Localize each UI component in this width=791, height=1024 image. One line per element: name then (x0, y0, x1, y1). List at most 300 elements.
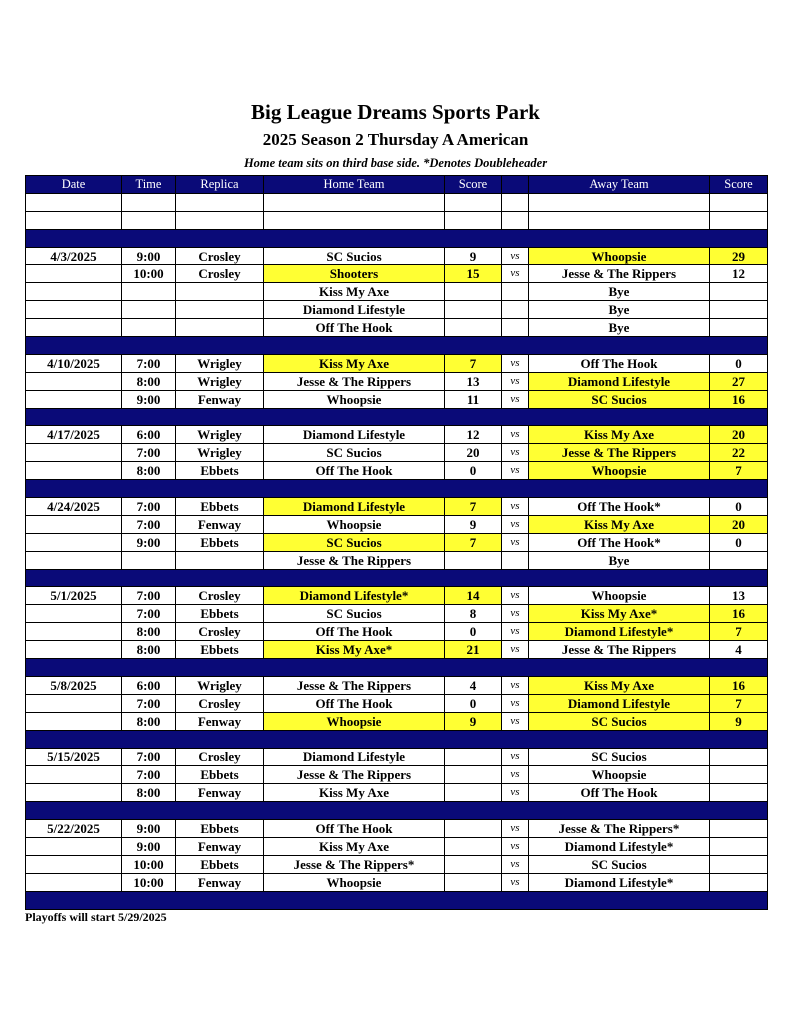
game-row (26, 623, 768, 641)
vs-cell: vs (502, 694, 529, 712)
away-score-cell (710, 820, 768, 838)
time-cell: 7:00 (122, 444, 176, 462)
away-score-cell (710, 873, 768, 891)
time-cell: 8:00 (122, 784, 176, 802)
vs-cell: vs (502, 623, 529, 641)
time-cell: 7:00 (122, 354, 176, 372)
replica-cell: Ebbets (176, 533, 264, 551)
home-team-cell: Off The Hook (264, 623, 445, 641)
game-row (26, 426, 768, 444)
replica-cell: Wrigley (176, 444, 264, 462)
home-score-cell (445, 319, 502, 337)
separator-bar (26, 229, 768, 247)
vs-cell (502, 301, 529, 319)
time-cell: 7:00 (122, 587, 176, 605)
away-score-cell: 0 (710, 533, 768, 551)
away-score-cell: 20 (710, 515, 768, 533)
home-team-cell: Diamond Lifestyle (264, 498, 445, 516)
vs-cell: vs (502, 766, 529, 784)
home-score-cell: 12 (445, 426, 502, 444)
date-cell (26, 605, 122, 623)
empty-cell (122, 193, 176, 211)
empty-cell (264, 193, 445, 211)
blank-row (26, 211, 768, 229)
home-team-cell: SC Sucios (264, 605, 445, 623)
home-score-cell: 9 (445, 712, 502, 730)
home-score-cell: 9 (445, 515, 502, 533)
away-team-cell: Kiss My Axe (529, 426, 710, 444)
vs-cell: vs (502, 784, 529, 802)
replica-cell: Crosley (176, 623, 264, 641)
home-score-cell (445, 873, 502, 891)
home-score-cell: 8 (445, 605, 502, 623)
empty-cell (445, 211, 502, 229)
empty-cell (122, 211, 176, 229)
away-score-cell: 12 (710, 265, 768, 283)
date-cell: 4/17/2025 (26, 426, 122, 444)
home-score-cell: 21 (445, 641, 502, 659)
home-score-cell (445, 766, 502, 784)
date-cell: 5/15/2025 (26, 748, 122, 766)
home-team-cell: Kiss My Axe* (264, 641, 445, 659)
replica-cell: Ebbets (176, 766, 264, 784)
time-cell: 8:00 (122, 623, 176, 641)
away-team-cell: SC Sucios (529, 855, 710, 873)
game-row (26, 605, 768, 623)
home-score-cell (445, 855, 502, 873)
game-row (26, 587, 768, 605)
home-team-cell: Off The Hook (264, 462, 445, 480)
blank-row (26, 193, 768, 211)
time-cell (122, 319, 176, 337)
away-team-cell: Whoopsie (529, 766, 710, 784)
game-row (26, 390, 768, 408)
away-score-cell (710, 855, 768, 873)
home-score-cell (445, 748, 502, 766)
away-team-cell: Whoopsie (529, 587, 710, 605)
date-cell (26, 515, 122, 533)
replica-cell (176, 319, 264, 337)
time-cell: 6:00 (122, 676, 176, 694)
game-row (26, 462, 768, 480)
home-team-cell: Jesse & The Rippers (264, 766, 445, 784)
time-cell (122, 551, 176, 569)
away-team-cell: Kiss My Axe (529, 515, 710, 533)
separator-row (26, 891, 768, 909)
empty-cell (176, 193, 264, 211)
empty-cell (176, 211, 264, 229)
date-cell (26, 551, 122, 569)
column-header-home-team: Home Team (264, 176, 445, 194)
vs-cell: vs (502, 855, 529, 873)
separator-bar (26, 480, 768, 498)
game-row (26, 641, 768, 659)
away-score-cell (710, 283, 768, 301)
time-cell: 9:00 (122, 390, 176, 408)
date-cell (26, 873, 122, 891)
home-team-cell: Diamond Lifestyle (264, 748, 445, 766)
replica-cell: Wrigley (176, 676, 264, 694)
away-score-cell (710, 301, 768, 319)
date-cell (26, 265, 122, 283)
game-row (26, 820, 768, 838)
date-cell (26, 283, 122, 301)
vs-cell: vs (502, 390, 529, 408)
vs-cell (502, 283, 529, 301)
vs-cell: vs (502, 354, 529, 372)
date-cell (26, 390, 122, 408)
away-team-cell: Bye (529, 283, 710, 301)
date-cell (26, 766, 122, 784)
time-cell: 10:00 (122, 265, 176, 283)
game-row (26, 283, 768, 301)
away-team-cell: Diamond Lifestyle* (529, 837, 710, 855)
home-team-cell: Whoopsie (264, 873, 445, 891)
game-row (26, 784, 768, 802)
vs-cell: vs (502, 605, 529, 623)
game-row (26, 498, 768, 516)
time-cell: 9:00 (122, 837, 176, 855)
game-row (26, 712, 768, 730)
home-score-cell: 15 (445, 265, 502, 283)
replica-cell: Ebbets (176, 641, 264, 659)
away-score-cell (710, 551, 768, 569)
separator-bar (26, 569, 768, 587)
away-team-cell: Whoopsie (529, 462, 710, 480)
vs-cell: vs (502, 426, 529, 444)
vs-cell: vs (502, 837, 529, 855)
date-cell: 4/10/2025 (26, 354, 122, 372)
game-row (26, 837, 768, 855)
time-cell: 6:00 (122, 426, 176, 444)
date-cell (26, 533, 122, 551)
home-team-cell: Jesse & The Rippers (264, 676, 445, 694)
away-team-cell: Bye (529, 301, 710, 319)
date-cell (26, 444, 122, 462)
separator-row (26, 569, 768, 587)
time-cell: 9:00 (122, 820, 176, 838)
vs-cell: vs (502, 748, 529, 766)
away-team-cell: SC Sucios (529, 712, 710, 730)
replica-cell: Wrigley (176, 372, 264, 390)
time-cell: 10:00 (122, 855, 176, 873)
home-score-cell: 0 (445, 462, 502, 480)
separator-row (26, 337, 768, 355)
replica-cell: Crosley (176, 748, 264, 766)
replica-cell: Fenway (176, 837, 264, 855)
season-subtitle: 2025 Season 2 Thursday A American (262, 130, 529, 149)
away-team-cell: Off The Hook* (529, 533, 710, 551)
away-score-cell (710, 784, 768, 802)
game-row (26, 515, 768, 533)
home-score-cell: 0 (445, 694, 502, 712)
replica-cell: Ebbets (176, 855, 264, 873)
away-team-cell: Diamond Lifestyle* (529, 623, 710, 641)
replica-cell: Crosley (176, 265, 264, 283)
time-cell: 9:00 (122, 247, 176, 265)
date-cell: 5/22/2025 (26, 820, 122, 838)
vs-cell: vs (502, 247, 529, 265)
separator-bar (26, 891, 768, 909)
home-team-cell: Diamond Lifestyle (264, 301, 445, 319)
game-row (26, 676, 768, 694)
game-row (26, 873, 768, 891)
home-score-cell: 11 (445, 390, 502, 408)
vs-cell: vs (502, 372, 529, 390)
game-row (26, 319, 768, 337)
away-team-cell: Off The Hook (529, 784, 710, 802)
away-score-cell: 27 (710, 372, 768, 390)
home-score-cell: 13 (445, 372, 502, 390)
time-cell: 7:00 (122, 694, 176, 712)
game-row (26, 301, 768, 319)
column-header-away-team: Away Team (529, 176, 710, 194)
away-team-cell: Diamond Lifestyle (529, 694, 710, 712)
vs-cell: vs (502, 462, 529, 480)
vs-cell (502, 551, 529, 569)
time-cell: 7:00 (122, 498, 176, 516)
date-cell (26, 319, 122, 337)
header-row (26, 176, 768, 194)
separator-row (26, 730, 768, 748)
away-team-cell: Jesse & The Rippers (529, 265, 710, 283)
home-team-cell: Jesse & The Rippers* (264, 855, 445, 873)
away-score-cell: 29 (710, 247, 768, 265)
home-score-cell (445, 784, 502, 802)
away-team-cell: Bye (529, 551, 710, 569)
vs-cell: vs (502, 676, 529, 694)
time-cell: 10:00 (122, 873, 176, 891)
separator-row (26, 659, 768, 677)
home-score-cell: 9 (445, 247, 502, 265)
home-team-cell: Whoopsie (264, 712, 445, 730)
time-cell: 8:00 (122, 372, 176, 390)
vs-cell: vs (502, 498, 529, 516)
away-team-cell: Diamond Lifestyle (529, 372, 710, 390)
empty-cell (529, 193, 710, 211)
empty-cell (710, 193, 768, 211)
time-cell: 7:00 (122, 605, 176, 623)
time-cell (122, 283, 176, 301)
away-team-cell: SC Sucios (529, 390, 710, 408)
date-cell: 5/1/2025 (26, 587, 122, 605)
empty-cell (529, 211, 710, 229)
date-cell (26, 462, 122, 480)
home-team-cell: SC Sucios (264, 247, 445, 265)
date-cell (26, 712, 122, 730)
vs-cell: vs (502, 712, 529, 730)
replica-cell (176, 283, 264, 301)
home-team-cell: SC Sucios (264, 444, 445, 462)
replica-cell: Ebbets (176, 498, 264, 516)
replica-cell: Ebbets (176, 820, 264, 838)
home-score-cell: 0 (445, 623, 502, 641)
away-score-cell: 13 (710, 587, 768, 605)
game-row (26, 855, 768, 873)
home-score-cell (445, 820, 502, 838)
game-row (26, 694, 768, 712)
home-team-cell: Diamond Lifestyle (264, 426, 445, 444)
separator-bar (26, 730, 768, 748)
away-score-cell: 7 (710, 694, 768, 712)
home-team-cell: Kiss My Axe (264, 283, 445, 301)
date-cell (26, 784, 122, 802)
away-score-cell (710, 748, 768, 766)
replica-cell: Fenway (176, 784, 264, 802)
replica-cell: Ebbets (176, 462, 264, 480)
column-header-time: Time (122, 176, 176, 194)
separator-row (26, 408, 768, 426)
replica-cell: Crosley (176, 247, 264, 265)
away-team-cell: Jesse & The Rippers (529, 641, 710, 659)
separator-bar (26, 408, 768, 426)
home-team-cell: Off The Hook (264, 694, 445, 712)
home-team-cell: Whoopsie (264, 390, 445, 408)
home-team-cell: Shooters (264, 265, 445, 283)
schedule-table (25, 175, 768, 910)
date-cell (26, 301, 122, 319)
replica-cell: Fenway (176, 873, 264, 891)
date-cell: 4/24/2025 (26, 498, 122, 516)
home-team-cell: Jesse & The Rippers (264, 551, 445, 569)
replica-cell (176, 301, 264, 319)
away-team-cell: Off The Hook (529, 354, 710, 372)
home-score-cell: 4 (445, 676, 502, 694)
date-cell (26, 623, 122, 641)
time-cell: 9:00 (122, 533, 176, 551)
away-team-cell: Bye (529, 319, 710, 337)
away-score-cell: 7 (710, 623, 768, 641)
home-score-cell (445, 551, 502, 569)
replica-cell: Fenway (176, 515, 264, 533)
away-score-cell (710, 837, 768, 855)
date-cell (26, 694, 122, 712)
home-score-cell (445, 837, 502, 855)
playoffs-note: Playoffs will start 5/29/2025 (25, 910, 167, 924)
game-row (26, 766, 768, 784)
separator-row (26, 802, 768, 820)
away-team-cell: Off The Hook* (529, 498, 710, 516)
home-score-cell: 7 (445, 354, 502, 372)
replica-cell: Crosley (176, 694, 264, 712)
home-team-cell: Whoopsie (264, 515, 445, 533)
away-score-cell (710, 766, 768, 784)
home-score-cell (445, 283, 502, 301)
home-team-cell: Diamond Lifestyle* (264, 587, 445, 605)
home-team-cell: Kiss My Axe (264, 784, 445, 802)
vs-cell (502, 319, 529, 337)
separator-bar (26, 802, 768, 820)
home-score-cell: 7 (445, 498, 502, 516)
away-score-cell: 9 (710, 712, 768, 730)
home-score-cell (445, 301, 502, 319)
home-team-cell: Kiss My Axe (264, 837, 445, 855)
vs-cell: vs (502, 820, 529, 838)
away-score-cell: 22 (710, 444, 768, 462)
home-team-cell: Jesse & The Rippers (264, 372, 445, 390)
empty-cell (502, 211, 529, 229)
game-row (26, 372, 768, 390)
away-score-cell: 16 (710, 390, 768, 408)
column-header-vs (502, 176, 529, 194)
away-score-cell: 0 (710, 354, 768, 372)
page-title: Big League Dreams Sports Park (251, 100, 540, 124)
away-team-cell: Jesse & The Rippers* (529, 820, 710, 838)
home-team-cell: Kiss My Axe (264, 354, 445, 372)
empty-cell (445, 193, 502, 211)
empty-cell (502, 193, 529, 211)
away-team-cell: Kiss My Axe (529, 676, 710, 694)
home-score-cell: 20 (445, 444, 502, 462)
home-team-cell: SC Sucios (264, 533, 445, 551)
empty-cell (710, 211, 768, 229)
game-row (26, 444, 768, 462)
column-header-away-score: Score (710, 176, 768, 194)
column-header-replica: Replica (176, 176, 264, 194)
vs-cell: vs (502, 641, 529, 659)
date-cell (26, 641, 122, 659)
home-team-cell: Off The Hook (264, 319, 445, 337)
away-team-cell: Diamond Lifestyle* (529, 873, 710, 891)
separator-row (26, 229, 768, 247)
away-score-cell: 16 (710, 676, 768, 694)
replica-cell: Fenway (176, 712, 264, 730)
time-cell: 7:00 (122, 515, 176, 533)
date-cell: 5/8/2025 (26, 676, 122, 694)
away-score-cell: 16 (710, 605, 768, 623)
column-header-date: Date (26, 176, 122, 194)
replica-cell: Wrigley (176, 426, 264, 444)
game-row (26, 265, 768, 283)
time-cell: 8:00 (122, 641, 176, 659)
date-cell: 4/3/2025 (26, 247, 122, 265)
vs-cell: vs (502, 587, 529, 605)
date-cell (26, 855, 122, 873)
time-cell: 7:00 (122, 766, 176, 784)
replica-cell: Ebbets (176, 605, 264, 623)
home-team-cell: Off The Hook (264, 820, 445, 838)
time-cell: 8:00 (122, 712, 176, 730)
date-cell (26, 372, 122, 390)
home-score-cell: 7 (445, 533, 502, 551)
separator-bar (26, 337, 768, 355)
date-cell (26, 837, 122, 855)
vs-cell: vs (502, 515, 529, 533)
vs-cell: vs (502, 533, 529, 551)
time-cell: 7:00 (122, 748, 176, 766)
replica-cell (176, 551, 264, 569)
replica-cell: Crosley (176, 587, 264, 605)
game-row (26, 748, 768, 766)
away-team-cell: Kiss My Axe* (529, 605, 710, 623)
vs-cell: vs (502, 265, 529, 283)
schedule-body (26, 193, 768, 909)
empty-cell (26, 211, 122, 229)
schedule-note: Home team sits on third base side. *Denotes Doubleheader (243, 156, 548, 170)
away-team-cell: Whoopsie (529, 247, 710, 265)
game-row (26, 533, 768, 551)
replica-cell: Fenway (176, 390, 264, 408)
away-score-cell: 7 (710, 462, 768, 480)
home-score-cell: 14 (445, 587, 502, 605)
time-cell (122, 301, 176, 319)
away-team-cell: Jesse & The Rippers (529, 444, 710, 462)
game-row (26, 354, 768, 372)
away-score-cell (710, 319, 768, 337)
empty-cell (26, 193, 122, 211)
separator-row (26, 480, 768, 498)
empty-cell (264, 211, 445, 229)
